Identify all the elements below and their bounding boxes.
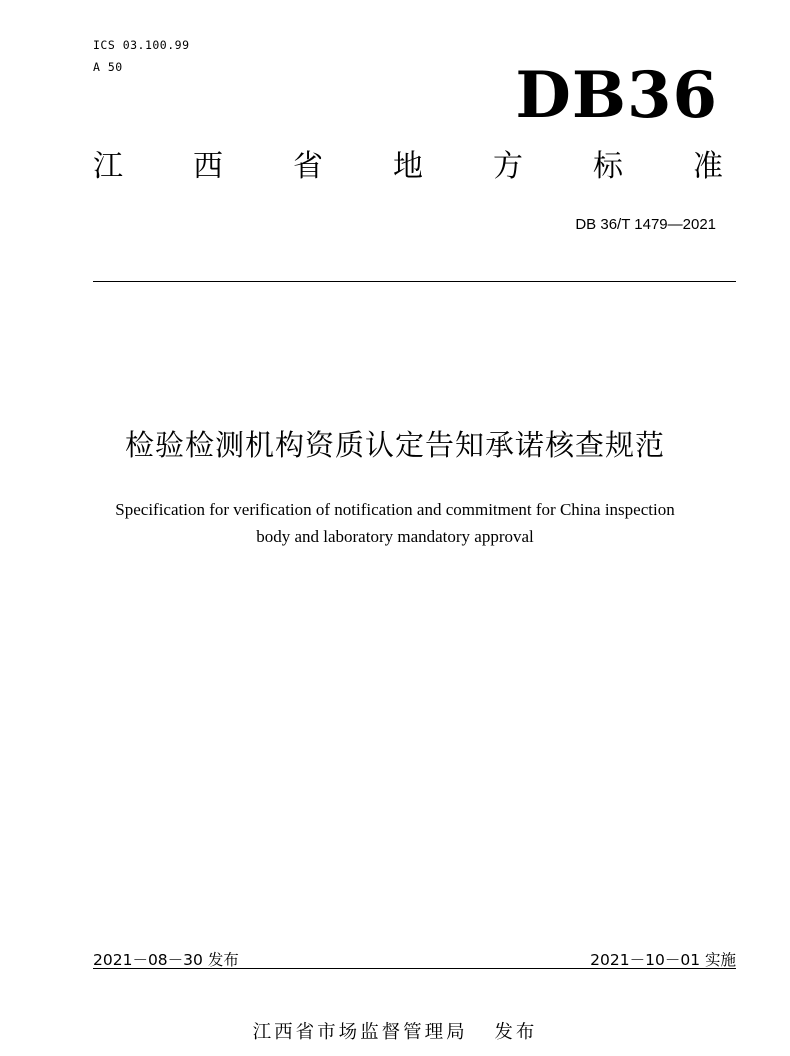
standard-type-char: 标: [593, 149, 623, 184]
classification-code: A 50: [93, 60, 123, 74]
standard-type-char: 地: [393, 149, 423, 184]
header-divider: [93, 281, 736, 282]
issue-date: 2021－08－30 发布: [93, 951, 239, 969]
standard-type-char: 准: [693, 149, 723, 184]
publish-word: 发布: [494, 1022, 538, 1043]
implementation-date: 2021－10－01 实施: [590, 951, 736, 969]
standard-type-char: 西: [193, 149, 223, 184]
title-chinese: 检验检测机构资质认定告知承诺核查规范: [124, 428, 665, 462]
standard-number: DB 36/T 1479—2021: [575, 216, 716, 233]
publisher-line: [0, 1018, 790, 1044]
publisher-name: 江西省市场监督管理局: [252, 1022, 468, 1043]
title-english-line: Specification for verification of notification and commitment for China inspection: [115, 500, 675, 519]
standard-type: [93, 149, 723, 184]
standard-type-char: 方: [493, 149, 523, 184]
standard-logo: DB36: [515, 58, 718, 133]
title-english-line: body and laboratory mandatory approval: [256, 527, 534, 546]
ics-code: ICS 03.100.99: [93, 38, 190, 52]
title-english: [70, 496, 720, 550]
standard-type-char: 省: [293, 149, 323, 184]
standard-type-char: 江: [93, 149, 123, 184]
footer-divider: [93, 968, 736, 969]
